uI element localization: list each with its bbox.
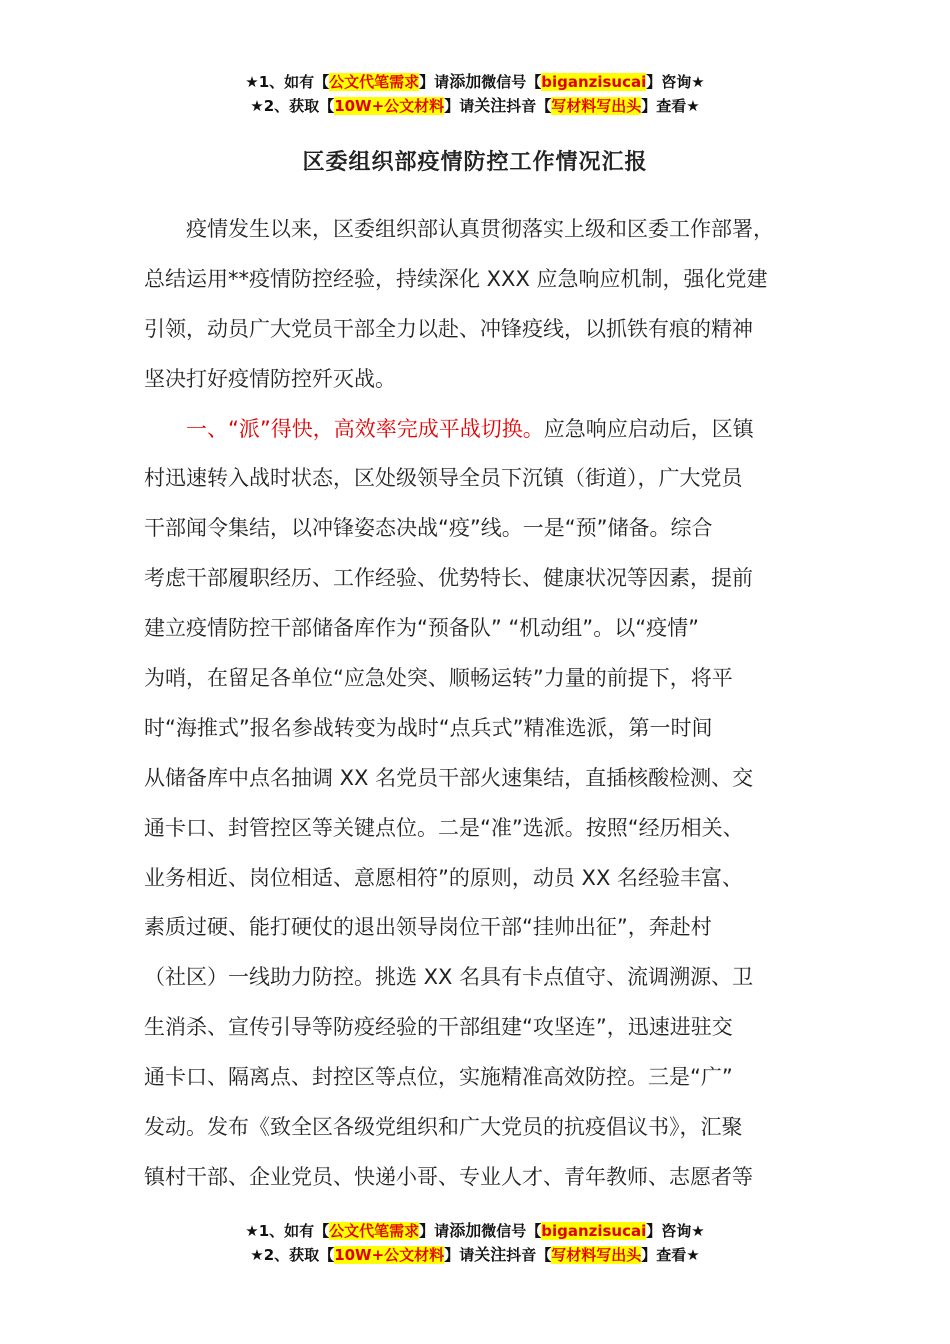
banner-text: 微信号【 xyxy=(481,1222,542,1240)
banner-text: ★1、如有【 xyxy=(245,1222,330,1240)
document-body xyxy=(144,205,808,1203)
banner-highlight: 10W+公文材料 xyxy=(334,97,445,115)
banner-text: 】查看★ xyxy=(641,97,700,115)
body-line: 时“海推式”报名参战转变为战时“点兵式”精准选派，第一时间 xyxy=(144,715,713,740)
banner-highlight: biganzisucai xyxy=(541,73,647,91)
banner-text: 抖音【 xyxy=(506,1246,552,1264)
document-title: 区委组织部疫情防控工作情况汇报 xyxy=(302,150,648,175)
body-line: 从储备库中点名抽调 XX 名党员干部火速集结，直插核酸检测、交 xyxy=(144,765,754,790)
banner-text: 】查看★ xyxy=(641,1246,700,1264)
banner-line-2 xyxy=(0,1243,950,1267)
body-line: 发动。发布《致全区各级党组织和广大党员的抗疫倡议书》，汇聚 xyxy=(144,1115,743,1140)
body-line: 通卡口、封管控区等关键点位。二是“准”选派。按照“经历相关、 xyxy=(144,815,744,840)
body-line: 为哨，在留足各单位“应急处突、顺畅运转”力量的前提下，将平 xyxy=(144,666,733,691)
top-banner xyxy=(0,70,950,118)
body-line: 生消杀、宣传引导等防疫经验的干部组建“攻坚连”，迅速进驻交 xyxy=(144,1015,733,1040)
bottom-banner xyxy=(0,1219,950,1267)
section-lead-text: 应急响应启动后，区镇 xyxy=(543,416,754,441)
banner-text: 】请 xyxy=(444,1246,475,1264)
banner-text: ★2、获取【 xyxy=(250,1246,335,1264)
banner-emphasis: 添加 xyxy=(449,72,482,91)
body-line: 业务相近、岗位相适、意愿相符”的原则，动员 XX 名经验丰富、 xyxy=(144,865,744,890)
banner-highlight: 写材料写出头 xyxy=(551,1246,642,1264)
section-heading: 一、“派”得快，高效率完成平战切换。 xyxy=(186,416,544,441)
banner-text: 】咨询★ xyxy=(646,73,705,91)
banner-line-1 xyxy=(0,1219,950,1243)
banner-text: 】咨询★ xyxy=(646,1222,705,1240)
banner-text: 】请 xyxy=(419,73,450,91)
body-line: 镇村干部、企业党员、快递小哥、专业人才、青年教师、志愿者等 xyxy=(144,1164,753,1189)
banner-text: 】请 xyxy=(419,1222,450,1240)
body-line: 素质过硬、能打硬仗的退出领导岗位干部“挂帅出征”，奔赴村 xyxy=(144,915,712,940)
body-line: 考虑干部履职经历、工作经验、优势特长、健康状况等因素，提前 xyxy=(144,566,753,591)
banner-text: ★2、获取【 xyxy=(250,97,335,115)
banner-highlight: 公文代笔需求 xyxy=(329,1222,420,1240)
body-line: 引领，动员广大党员干部全力以赴、冲锋疫线，以抓铁有痕的精神 xyxy=(144,316,753,341)
banner-text: ★1、如有【 xyxy=(245,73,330,91)
body-line: 建立疫情防控干部储备库作为“预备队” “机动组”。以“疫情” xyxy=(144,616,699,641)
section-heading-line xyxy=(144,405,808,455)
body-line: 总结运用**疫情防控经验，持续深化 XXX 应急响应机制，强化党建 xyxy=(144,266,768,291)
body-line: 疫情发生以来，区委组织部认真贯彻落实上级和区委工作部署， xyxy=(186,217,774,241)
banner-highlight: 公文代笔需求 xyxy=(329,73,420,91)
banner-line-2 xyxy=(0,94,950,118)
body-line: 坚决打好疫情防控歼灭战。 xyxy=(144,366,396,391)
body-line: （社区）一线助力防控。挑选 XX 名具有卡点值守、流调溯源、卫 xyxy=(144,965,754,990)
banner-emphasis: 添加 xyxy=(449,1221,482,1240)
banner-line-1 xyxy=(0,70,950,94)
body-line: 干部闻令集结，以冲锋姿态决战“疫”线。一是“预”储备。综合 xyxy=(144,516,713,541)
banner-text: 微信号【 xyxy=(481,73,542,91)
banner-emphasis: 关注 xyxy=(474,1245,507,1264)
banner-emphasis: 关注 xyxy=(474,96,507,115)
banner-text: 抖音【 xyxy=(506,97,552,115)
body-line: 通卡口、隔离点、封控区等点位，实施精准高效防控。三是“广” xyxy=(144,1065,733,1090)
banner-highlight: 写材料写出头 xyxy=(551,97,642,115)
banner-text: 】请 xyxy=(444,97,475,115)
body-line: 村迅速转入战时状态，区处级领导全员下沉镇（街道），广大党员 xyxy=(144,466,743,491)
banner-highlight: biganzisucai xyxy=(541,1222,647,1240)
banner-highlight: 10W+公文材料 xyxy=(334,1246,445,1264)
